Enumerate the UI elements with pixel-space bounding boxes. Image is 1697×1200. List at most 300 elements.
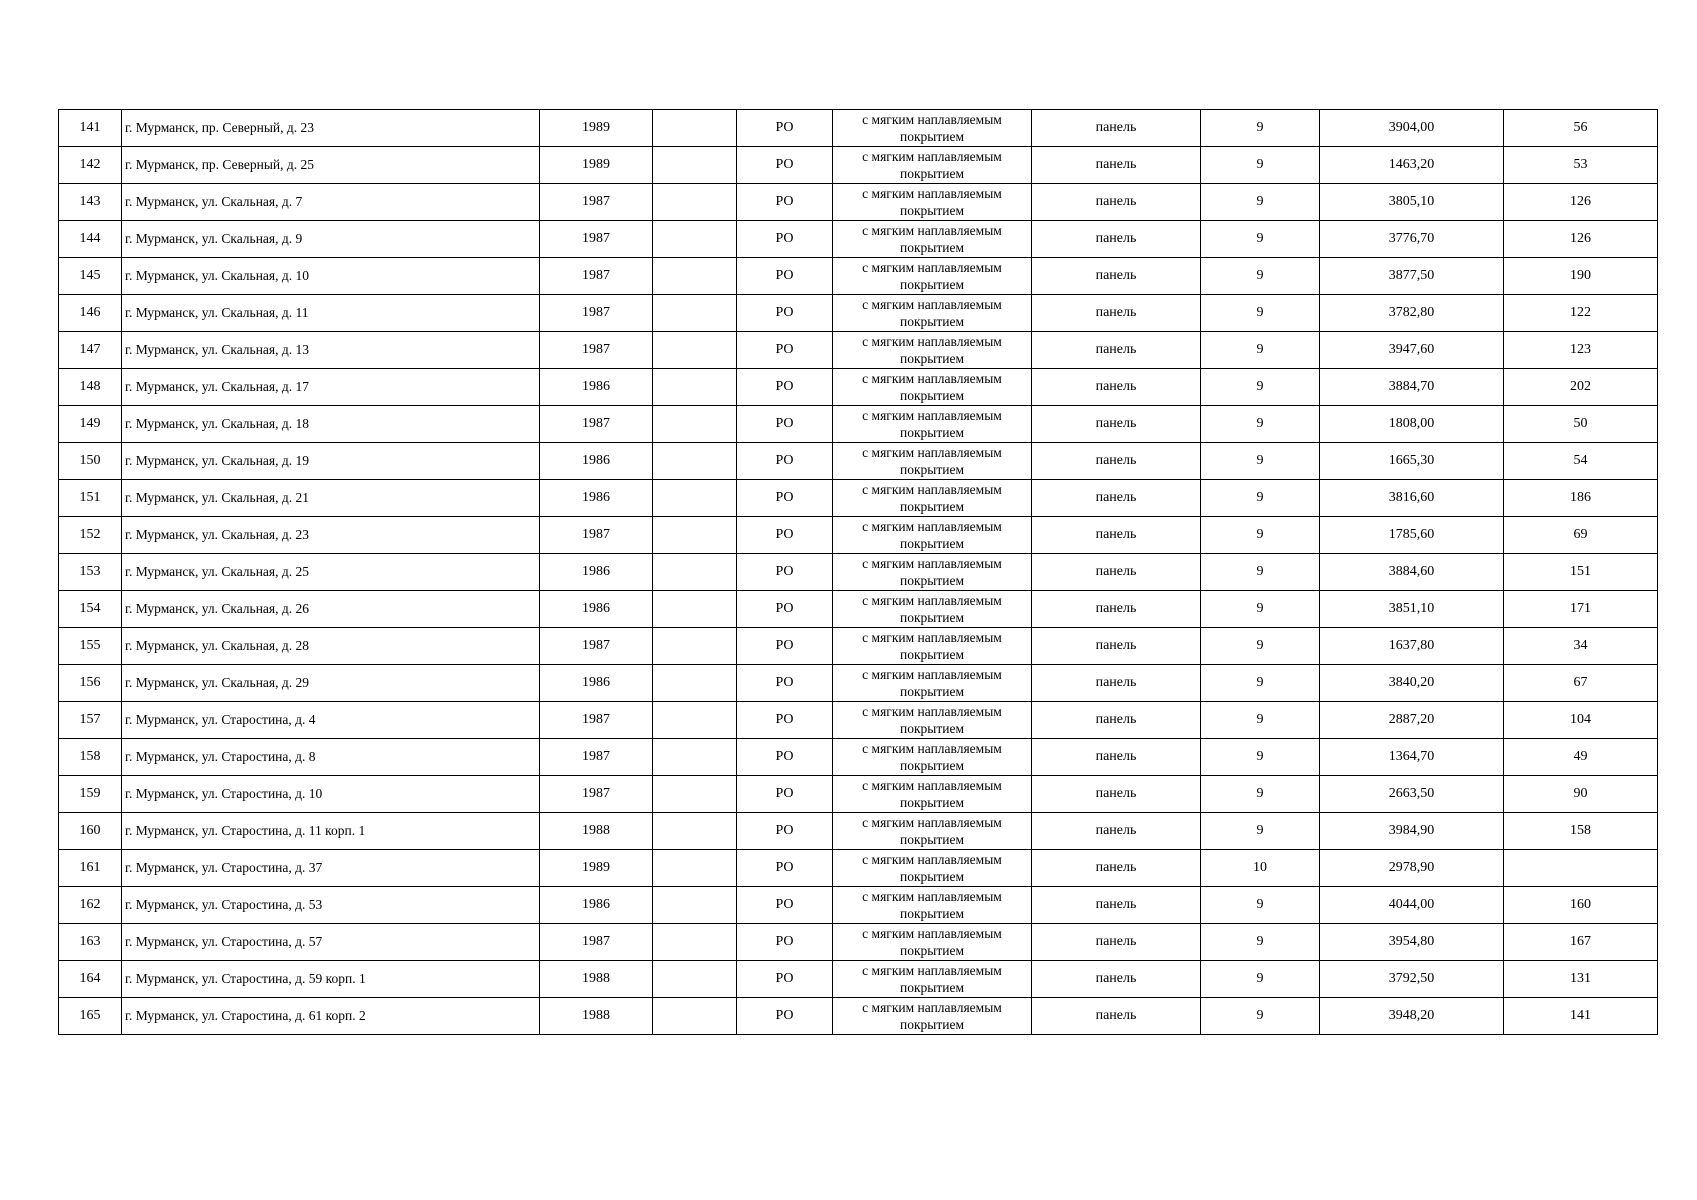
row-number-cell: 164 (59, 961, 122, 998)
roof-type-line-2: покрытием (899, 499, 964, 514)
table-row (59, 739, 1658, 776)
floors-cell: 9 (1201, 480, 1320, 517)
year-cell: 1989 (540, 147, 653, 184)
row-number-cell: 161 (59, 850, 122, 887)
wall-material-cell: панель (1032, 517, 1201, 554)
area-cell: 3782,80 (1320, 295, 1504, 332)
floors-cell: 9 (1201, 554, 1320, 591)
area-cell: 1463,20 (1320, 147, 1504, 184)
year-cell: 1988 (540, 961, 653, 998)
empty-cell (653, 480, 737, 517)
empty-cell (653, 628, 737, 665)
area-cell: 3805,10 (1320, 184, 1504, 221)
year-cell: 1987 (540, 406, 653, 443)
address-cell: г. Мурманск, ул. Скальная, д. 9 (122, 221, 540, 258)
table-row (59, 295, 1658, 332)
count-cell: 49 (1504, 739, 1658, 776)
wall-material-cell: панель (1032, 924, 1201, 961)
code-cell: РО (737, 258, 833, 295)
row-number-cell: 152 (59, 517, 122, 554)
floors-cell: 9 (1201, 110, 1320, 147)
empty-cell (653, 110, 737, 147)
roof-type-line-1: с мягким наплавляемым (862, 778, 1002, 793)
floors-cell: 9 (1201, 517, 1320, 554)
address-cell: г. Мурманск, ул. Скальная, д. 19 (122, 443, 540, 480)
code-cell: РО (737, 406, 833, 443)
roof-type-cell (833, 776, 1032, 813)
code-cell: РО (737, 850, 833, 887)
address-cell: г. Мурманск, ул. Скальная, д. 17 (122, 369, 540, 406)
area-cell: 3984,90 (1320, 813, 1504, 850)
empty-cell (653, 591, 737, 628)
floors-cell: 9 (1201, 961, 1320, 998)
wall-material-cell: панель (1032, 295, 1201, 332)
code-cell: РО (737, 221, 833, 258)
roof-type-line-2: покрытием (899, 166, 964, 181)
roof-type-line-1: с мягким наплавляемым (862, 371, 1002, 386)
area-cell: 1364,70 (1320, 739, 1504, 776)
count-cell: 190 (1504, 258, 1658, 295)
address-cell: г. Мурманск, ул. Старостина, д. 61 корп. 2 (122, 998, 540, 1035)
roof-type-line-1: с мягким наплавляемым (862, 519, 1002, 534)
table-row (59, 147, 1658, 184)
roof-type-cell (833, 480, 1032, 517)
row-number-cell: 153 (59, 554, 122, 591)
wall-material-cell: панель (1032, 258, 1201, 295)
table-row (59, 850, 1658, 887)
roof-type-line-2: покрытием (899, 536, 964, 551)
empty-cell (653, 443, 737, 480)
row-number-cell: 163 (59, 924, 122, 961)
table-row (59, 961, 1658, 998)
empty-cell (653, 221, 737, 258)
wall-material-cell: панель (1032, 332, 1201, 369)
year-cell: 1987 (540, 702, 653, 739)
floors-cell: 9 (1201, 295, 1320, 332)
area-cell: 2887,20 (1320, 702, 1504, 739)
empty-cell (653, 998, 737, 1035)
table-body (59, 110, 1658, 1035)
year-cell: 1986 (540, 887, 653, 924)
roof-type-line-1: с мягким наплавляемым (862, 704, 1002, 719)
roof-type-line-1: с мягким наплавляемым (862, 593, 1002, 608)
table-row (59, 628, 1658, 665)
wall-material-cell: панель (1032, 776, 1201, 813)
area-cell: 3851,10 (1320, 591, 1504, 628)
roof-type-line-2: покрытием (899, 129, 964, 144)
count-cell: 202 (1504, 369, 1658, 406)
table-row (59, 924, 1658, 961)
roof-type-line-1: с мягким наплавляемым (862, 445, 1002, 460)
roof-type-line-1: с мягким наплавляемым (862, 408, 1002, 423)
floors-cell: 9 (1201, 258, 1320, 295)
table-row (59, 443, 1658, 480)
floors-cell: 9 (1201, 147, 1320, 184)
roof-type-cell (833, 110, 1032, 147)
area-cell: 3884,70 (1320, 369, 1504, 406)
table-row (59, 813, 1658, 850)
count-cell: 90 (1504, 776, 1658, 813)
roof-type-line-1: с мягким наплавляемым (862, 852, 1002, 867)
roof-type-line-2: покрытием (899, 721, 964, 736)
count-cell: 123 (1504, 332, 1658, 369)
area-cell: 3948,20 (1320, 998, 1504, 1035)
row-number-cell: 157 (59, 702, 122, 739)
row-number-cell: 158 (59, 739, 122, 776)
table-row (59, 406, 1658, 443)
area-cell: 1808,00 (1320, 406, 1504, 443)
address-cell: г. Мурманск, ул. Старостина, д. 4 (122, 702, 540, 739)
address-cell: г. Мурманск, ул. Старостина, д. 11 корп. 1 (122, 813, 540, 850)
roof-type-cell (833, 813, 1032, 850)
floors-cell: 9 (1201, 591, 1320, 628)
floors-cell: 9 (1201, 665, 1320, 702)
row-number-cell: 155 (59, 628, 122, 665)
empty-cell (653, 295, 737, 332)
year-cell: 1987 (540, 628, 653, 665)
table-row (59, 998, 1658, 1035)
roof-type-cell (833, 221, 1032, 258)
floors-cell: 9 (1201, 813, 1320, 850)
roof-type-cell (833, 554, 1032, 591)
roof-type-cell (833, 517, 1032, 554)
table-row (59, 702, 1658, 739)
year-cell: 1986 (540, 443, 653, 480)
roof-type-cell (833, 443, 1032, 480)
roof-type-line-1: с мягким наплавляемым (862, 556, 1002, 571)
code-cell: РО (737, 517, 833, 554)
address-cell: г. Мурманск, ул. Скальная, д. 26 (122, 591, 540, 628)
roof-type-cell (833, 591, 1032, 628)
count-cell: 34 (1504, 628, 1658, 665)
roof-type-line-2: покрытием (899, 203, 964, 218)
roof-type-line-1: с мягким наплавляемым (862, 482, 1002, 497)
roof-type-line-1: с мягким наплавляемым (862, 223, 1002, 238)
floors-cell: 9 (1201, 443, 1320, 480)
row-number-cell: 148 (59, 369, 122, 406)
address-cell: г. Мурманск, ул. Скальная, д. 7 (122, 184, 540, 221)
roof-type-line-1: с мягким наплавляемым (862, 963, 1002, 978)
roof-type-line-2: покрытием (899, 277, 964, 292)
roof-type-cell (833, 887, 1032, 924)
row-number-cell: 156 (59, 665, 122, 702)
code-cell: РО (737, 480, 833, 517)
count-cell: 122 (1504, 295, 1658, 332)
code-cell: РО (737, 554, 833, 591)
roof-type-line-2: покрытием (899, 462, 964, 477)
empty-cell (653, 924, 737, 961)
floors-cell: 9 (1201, 628, 1320, 665)
roof-type-line-1: с мягким наплавляемым (862, 186, 1002, 201)
table-row (59, 110, 1658, 147)
wall-material-cell: панель (1032, 110, 1201, 147)
code-cell: РО (737, 887, 833, 924)
roof-type-line-2: покрытием (899, 425, 964, 440)
roof-type-line-1: с мягким наплавляемым (862, 297, 1002, 312)
address-cell: г. Мурманск, ул. Старостина, д. 37 (122, 850, 540, 887)
address-cell: г. Мурманск, ул. Скальная, д. 13 (122, 332, 540, 369)
roof-type-line-2: покрытием (899, 832, 964, 847)
year-cell: 1986 (540, 480, 653, 517)
roof-type-cell (833, 184, 1032, 221)
roof-type-line-2: покрытием (899, 647, 964, 662)
row-number-cell: 145 (59, 258, 122, 295)
table-row (59, 517, 1658, 554)
empty-cell (653, 665, 737, 702)
empty-cell (653, 961, 737, 998)
count-cell: 50 (1504, 406, 1658, 443)
year-cell: 1987 (540, 258, 653, 295)
row-number-cell: 154 (59, 591, 122, 628)
wall-material-cell: панель (1032, 887, 1201, 924)
row-number-cell: 147 (59, 332, 122, 369)
roof-type-line-2: покрытием (899, 943, 964, 958)
count-cell: 56 (1504, 110, 1658, 147)
table-row (59, 184, 1658, 221)
count-cell: 67 (1504, 665, 1658, 702)
year-cell: 1987 (540, 924, 653, 961)
wall-material-cell: панель (1032, 628, 1201, 665)
count-cell: 141 (1504, 998, 1658, 1035)
count-cell: 167 (1504, 924, 1658, 961)
empty-cell (653, 887, 737, 924)
area-cell: 4044,00 (1320, 887, 1504, 924)
code-cell: РО (737, 369, 833, 406)
floors-cell: 9 (1201, 369, 1320, 406)
code-cell: РО (737, 998, 833, 1035)
wall-material-cell: панель (1032, 998, 1201, 1035)
row-number-cell: 160 (59, 813, 122, 850)
row-number-cell: 146 (59, 295, 122, 332)
year-cell: 1986 (540, 554, 653, 591)
count-cell: 158 (1504, 813, 1658, 850)
roof-type-cell (833, 332, 1032, 369)
row-number-cell: 144 (59, 221, 122, 258)
roof-type-line-2: покрытием (899, 869, 964, 884)
roof-type-cell (833, 739, 1032, 776)
code-cell: РО (737, 776, 833, 813)
count-cell: 126 (1504, 184, 1658, 221)
code-cell: РО (737, 739, 833, 776)
wall-material-cell: панель (1032, 221, 1201, 258)
wall-material-cell: панель (1032, 443, 1201, 480)
floors-cell: 9 (1201, 702, 1320, 739)
row-number-cell: 141 (59, 110, 122, 147)
wall-material-cell: панель (1032, 665, 1201, 702)
code-cell: РО (737, 665, 833, 702)
wall-material-cell: панель (1032, 480, 1201, 517)
roof-type-cell (833, 369, 1032, 406)
empty-cell (653, 739, 737, 776)
code-cell: РО (737, 295, 833, 332)
wall-material-cell: панель (1032, 850, 1201, 887)
roof-type-line-2: покрытием (899, 240, 964, 255)
code-cell: РО (737, 813, 833, 850)
address-cell: г. Мурманск, пр. Северный, д. 25 (122, 147, 540, 184)
code-cell: РО (737, 147, 833, 184)
table-row (59, 776, 1658, 813)
area-cell: 2663,50 (1320, 776, 1504, 813)
empty-cell (653, 406, 737, 443)
year-cell: 1987 (540, 517, 653, 554)
empty-cell (653, 517, 737, 554)
year-cell: 1988 (540, 998, 653, 1035)
roof-type-line-1: с мягким наплавляемым (862, 112, 1002, 127)
area-cell: 2978,90 (1320, 850, 1504, 887)
count-cell: 54 (1504, 443, 1658, 480)
address-cell: г. Мурманск, ул. Скальная, д. 25 (122, 554, 540, 591)
roof-type-line-2: покрытием (899, 795, 964, 810)
code-cell: РО (737, 924, 833, 961)
roof-type-line-2: покрытием (899, 351, 964, 366)
floors-cell: 9 (1201, 924, 1320, 961)
area-cell: 3776,70 (1320, 221, 1504, 258)
wall-material-cell: панель (1032, 739, 1201, 776)
year-cell: 1987 (540, 295, 653, 332)
area-cell: 1637,80 (1320, 628, 1504, 665)
count-cell: 104 (1504, 702, 1658, 739)
roof-type-line-1: с мягким наплавляемым (862, 630, 1002, 645)
roof-type-line-2: покрытием (899, 1017, 964, 1032)
roof-type-line-2: покрытием (899, 906, 964, 921)
year-cell: 1987 (540, 739, 653, 776)
row-number-cell: 150 (59, 443, 122, 480)
code-cell: РО (737, 702, 833, 739)
empty-cell (653, 776, 737, 813)
table-row (59, 591, 1658, 628)
wall-material-cell: панель (1032, 813, 1201, 850)
row-number-cell: 142 (59, 147, 122, 184)
address-cell: г. Мурманск, ул. Скальная, д. 18 (122, 406, 540, 443)
address-cell: г. Мурманск, ул. Старостина, д. 59 корп. 1 (122, 961, 540, 998)
wall-material-cell: панель (1032, 369, 1201, 406)
roof-type-cell (833, 295, 1032, 332)
wall-material-cell: панель (1032, 184, 1201, 221)
row-number-cell: 159 (59, 776, 122, 813)
floors-cell: 9 (1201, 406, 1320, 443)
roof-type-line-1: с мягким наплавляемым (862, 889, 1002, 904)
empty-cell (653, 332, 737, 369)
area-cell: 3877,50 (1320, 258, 1504, 295)
table-row (59, 665, 1658, 702)
roof-type-line-1: с мягким наплавляемым (862, 334, 1002, 349)
year-cell: 1989 (540, 110, 653, 147)
year-cell: 1986 (540, 369, 653, 406)
roof-type-line-2: покрытием (899, 573, 964, 588)
roof-type-line-1: с мягким наплавляемым (862, 260, 1002, 275)
floors-cell: 9 (1201, 184, 1320, 221)
roof-type-line-2: покрытием (899, 314, 964, 329)
address-cell: г. Мурманск, ул. Старостина, д. 53 (122, 887, 540, 924)
floors-cell: 9 (1201, 887, 1320, 924)
roof-type-line-1: с мягким наплавляемым (862, 667, 1002, 682)
area-cell: 3840,20 (1320, 665, 1504, 702)
wall-material-cell: панель (1032, 702, 1201, 739)
area-cell: 1785,60 (1320, 517, 1504, 554)
wall-material-cell: панель (1032, 961, 1201, 998)
row-number-cell: 165 (59, 998, 122, 1035)
buildings-table (58, 109, 1658, 1035)
empty-cell (653, 258, 737, 295)
table-row (59, 332, 1658, 369)
row-number-cell: 143 (59, 184, 122, 221)
code-cell: РО (737, 628, 833, 665)
roof-type-cell (833, 258, 1032, 295)
address-cell: г. Мурманск, ул. Скальная, д. 28 (122, 628, 540, 665)
roof-type-line-2: покрытием (899, 980, 964, 995)
table-row (59, 258, 1658, 295)
code-cell: РО (737, 443, 833, 480)
year-cell: 1988 (540, 813, 653, 850)
row-number-cell: 149 (59, 406, 122, 443)
year-cell: 1989 (540, 850, 653, 887)
year-cell: 1986 (540, 665, 653, 702)
count-cell: 186 (1504, 480, 1658, 517)
roof-type-cell (833, 850, 1032, 887)
table-row (59, 369, 1658, 406)
roof-type-line-1: с мягким наплавляемым (862, 926, 1002, 941)
area-cell: 3904,00 (1320, 110, 1504, 147)
address-cell: г. Мурманск, пр. Северный, д. 23 (122, 110, 540, 147)
address-cell: г. Мурманск, ул. Скальная, д. 11 (122, 295, 540, 332)
area-cell: 3884,60 (1320, 554, 1504, 591)
code-cell: РО (737, 591, 833, 628)
area-cell: 3792,50 (1320, 961, 1504, 998)
roof-type-line-1: с мягким наплавляемым (862, 741, 1002, 756)
roof-type-line-1: с мягким наплавляемым (862, 815, 1002, 830)
roof-type-cell (833, 406, 1032, 443)
roof-type-line-1: с мягким наплавляемым (862, 149, 1002, 164)
year-cell: 1987 (540, 221, 653, 258)
address-cell: г. Мурманск, ул. Скальная, д. 29 (122, 665, 540, 702)
floors-cell: 10 (1201, 850, 1320, 887)
empty-cell (653, 554, 737, 591)
address-cell: г. Мурманск, ул. Старостина, д. 10 (122, 776, 540, 813)
roof-type-line-2: покрытием (899, 610, 964, 625)
count-cell: 69 (1504, 517, 1658, 554)
area-cell: 3816,60 (1320, 480, 1504, 517)
roof-type-cell (833, 147, 1032, 184)
roof-type-line-2: покрытием (899, 684, 964, 699)
count-cell: 151 (1504, 554, 1658, 591)
code-cell: РО (737, 184, 833, 221)
floors-cell: 9 (1201, 998, 1320, 1035)
area-cell: 3947,60 (1320, 332, 1504, 369)
floors-cell: 9 (1201, 776, 1320, 813)
empty-cell (653, 147, 737, 184)
table-row (59, 554, 1658, 591)
count-cell: 160 (1504, 887, 1658, 924)
roof-type-line-2: покрытием (899, 388, 964, 403)
roof-type-cell (833, 998, 1032, 1035)
address-cell: г. Мурманск, ул. Старостина, д. 8 (122, 739, 540, 776)
row-number-cell: 162 (59, 887, 122, 924)
area-cell: 3954,80 (1320, 924, 1504, 961)
year-cell: 1987 (540, 184, 653, 221)
roof-type-cell (833, 665, 1032, 702)
address-cell: г. Мурманск, ул. Скальная, д. 23 (122, 517, 540, 554)
code-cell: РО (737, 332, 833, 369)
empty-cell (653, 702, 737, 739)
count-cell: 53 (1504, 147, 1658, 184)
address-cell: г. Мурманск, ул. Скальная, д. 21 (122, 480, 540, 517)
code-cell: РО (737, 110, 833, 147)
year-cell: 1987 (540, 332, 653, 369)
count-cell (1504, 850, 1658, 887)
roof-type-cell (833, 924, 1032, 961)
code-cell: РО (737, 961, 833, 998)
table-row (59, 887, 1658, 924)
